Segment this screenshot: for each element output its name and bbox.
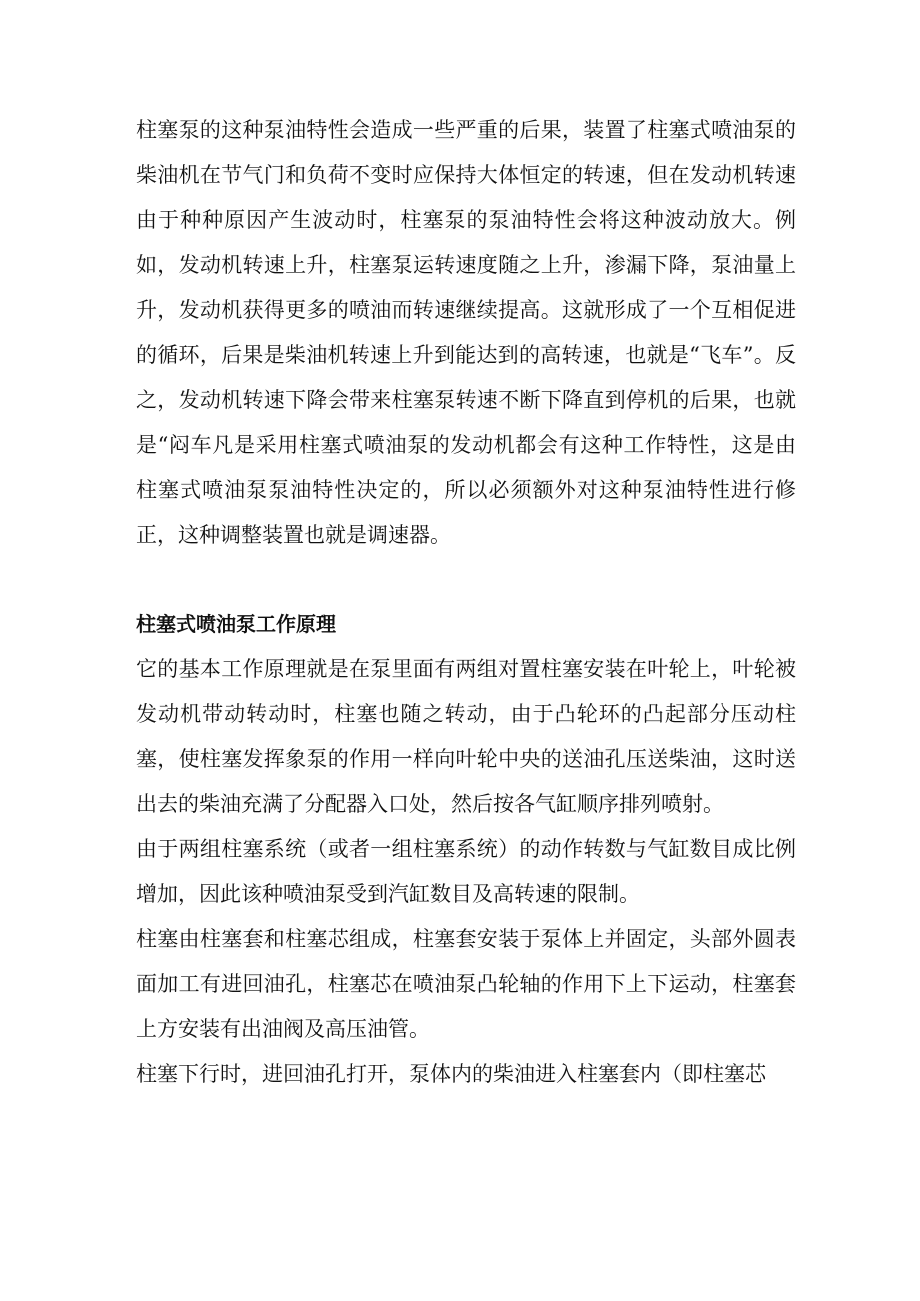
paragraph-gap: [136, 558, 796, 602]
paragraph-working-principle: 它的基本工作原理就是在泵里面有两组对置柱塞安装在叶轮上，叶轮被发动机带动转动时，柱塞也随之转动，由于凸轮环的凸起部分压动柱塞，使柱塞发挥象泵的作用一样向叶轮中央的送油孔压送柴油，这时送出去的柴油充满了分配器入口处，然后按各气缸顺序排列喷射。: [136, 657, 796, 816]
paragraph-plunger-pump-characteristics: 柱塞泵的这种泵油特性会造成一些严重的后果，装置了柱塞式喷油泵的柴油机在节气门和负荷不变时应保持大体恒定的转速，但在发动机转速由于种种原因产生波动时，柱塞泵的泵油特性会将这种波动放大。例如，发动机转速上升，柱塞泵运转速度随之上升，渗漏下降，泵油量上升，发动机获得更多的喷油而转速继续提高。这就形成了一个互相促进的循环，后果是柴油机转速上升到能达到的高转速，也就是“飞车”。反之，发动机转速下降会带来柱塞泵转速不断下降直到停机的后果，也就是“闷车凡是采用柱塞式喷油泵的发动机都会有这种工作特性，这是由柱塞式喷油泵泵油特性决定的，所以必须额外对这种泵油特性进行修正，这种调整装置也就是调速器。: [136, 118, 796, 547]
document-body: [136, 108, 796, 1097]
paragraph-cylinder-limit: 由于两组柱塞系统（或者一组柱塞系统）的动作转数与气缸数目成比例增加，因此该种喷油泵受到汽缸数目及高转速的限制。: [136, 837, 796, 906]
section-heading: 柱塞式喷油泵工作原理: [136, 612, 336, 636]
paragraph-plunger-downstroke: 柱塞下行时，进回油孔打开，泵体内的柴油进入柱塞套内（即柱塞芯: [136, 1062, 766, 1086]
paragraph-plunger-structure: 柱塞由柱塞套和柱塞芯组成，柱塞套安装于泵体上并固定，头部外圆表面加工有进回油孔，柱塞芯在喷油泵凸轮轴的作用下上下运动，柱塞套上方安装有出油阀及高压油管。: [136, 927, 796, 1041]
